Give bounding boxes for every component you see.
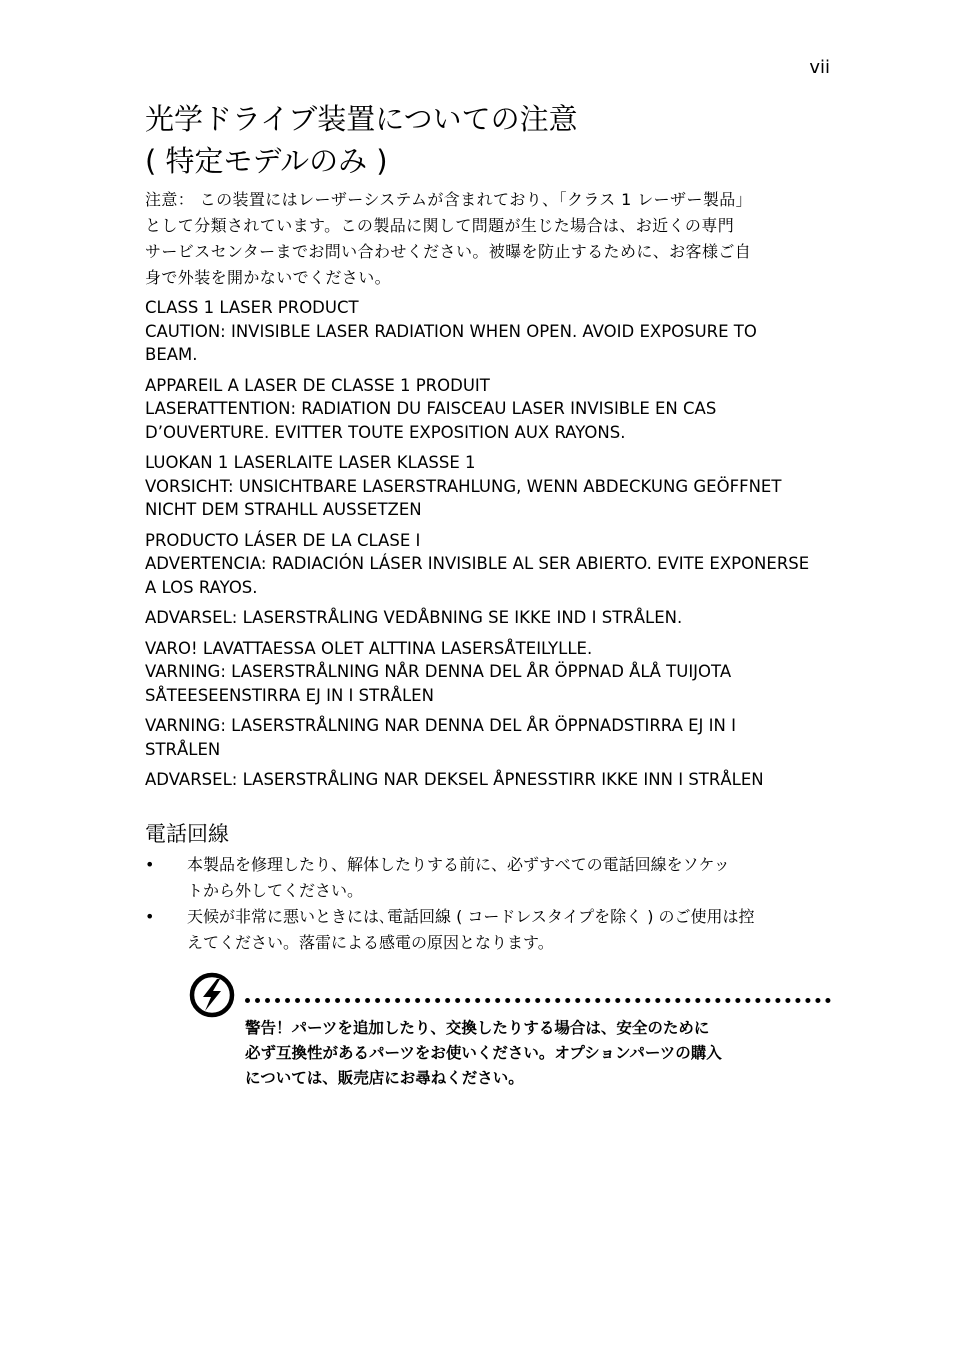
text-line: ADVARSEL: LASERSTRÅLING NAR DEKSEL ÅPNESSTIRR IKKE INN I STRÅLEN <box>145 770 764 789</box>
text-line: CLASS 1 LASER PRODUCT <box>145 298 359 317</box>
page-title-line: 光学ドライブ装置についての注意 <box>145 102 578 136</box>
text-line: ADVARSEL: LASERSTRÅLING VEDÅBNING SE IKKE IND I STRÅLEN. <box>145 608 683 627</box>
text-line: A LOS RAYOS. <box>145 577 258 597</box>
text-line: 本製品を修理したり、解体したりする前に、必ずすべての電話回線をソケッ <box>187 854 730 874</box>
bullet-icon: • <box>145 854 155 874</box>
laser-notice-english <box>145 296 835 367</box>
list-item <box>145 852 835 904</box>
telephone-bullet-list <box>145 852 835 956</box>
section-heading-telephone: 電話回線 <box>145 821 229 846</box>
text-line: D’OUVERTURE. EVITTER TOUTE EXPOSITION AUX RAYONS. <box>145 422 626 442</box>
text-line: として分類されています。この製品に関して問題が生じた場合は、お近くの専門 <box>145 216 735 235</box>
text-line: サービスセンターまでお問い合わせください。被曝を防止するために、お客様ご自 <box>145 242 752 261</box>
page-number: vii <box>809 57 830 78</box>
text-line: NICHT DEM STRAHLL AUSSETZEN <box>145 500 422 519</box>
warning-text <box>245 1016 835 1091</box>
text-line: 身で外装を開かないでください。 <box>145 268 392 287</box>
laser-notice-norwegian <box>145 768 835 792</box>
text-line: 天候が非常に悪いときには､電話回線 ( コードレスタイプを除く ) のご使用は控 <box>187 906 755 926</box>
text-line: STRÅLEN <box>145 739 221 759</box>
text-line: ADVERTENCIA: RADIACIÓN LÁSER INVISIBLE AL SER ABIERTO. EVITE EXPONERSE <box>145 554 810 573</box>
text-line: CAUTION: INVISIBLE LASER RADIATION WHEN OPEN. AVOID EXPOSURE TO <box>145 321 757 341</box>
text-line: トから外してください。 <box>187 880 364 900</box>
laser-notice-danish <box>145 606 835 630</box>
text-line: PRODUCTO LÁSER DE LA CLASE I <box>145 530 421 550</box>
laser-notice-swedish <box>145 714 835 761</box>
bullet-icon: • <box>145 906 155 926</box>
text-line: えてください。落雷による感電の原因となります。 <box>187 932 554 952</box>
warning-box <box>189 970 835 1100</box>
text-line: 注意： この装置にはレーザーシステムが含まれており、「クラス 1 レーザー製品」 <box>145 190 753 209</box>
laser-notice-finnish-german <box>145 451 835 522</box>
laser-notice-japanese <box>145 187 835 291</box>
text-line: VORSICHT: UNSICHTBARE LASERSTRAHLUNG, WENN ABDECKUNG GEÖFFNET <box>145 476 782 496</box>
page-title <box>145 98 835 182</box>
text-line: 必ず互換性があるパーツをお使いください。オプションパーツの購入 <box>245 1043 722 1062</box>
lightning-warning-icon <box>189 972 235 1018</box>
content <box>145 187 835 1100</box>
list-item <box>145 904 835 956</box>
text-line: SÅTEESEENSTIRRA EJ IN I STRÅLEN <box>145 685 434 705</box>
text-line: VARO! LAVATTAESSA OLET ALTTINA LASERSÅTEILYLLE. <box>145 638 593 658</box>
text-line: LASERATTENTION: RADIATION DU FAISCEAU LASER INVISIBLE EN CAS <box>145 399 717 418</box>
text-line: については、販売店にお尋ねください。 <box>245 1068 524 1087</box>
laser-notice-spanish <box>145 529 835 600</box>
laser-notice-finnish-swedish <box>145 637 835 708</box>
text-line: VARNING: LASERSTRÅLNING NÅR DENNA DEL ÅR ÖPPNAD ÅLÅ TUIJOTA <box>145 662 732 681</box>
page-title-line: ( 特定モデルのみ ) <box>145 144 388 178</box>
dotted-divider <box>245 998 831 1003</box>
text-line: VARNING: LASERSTRÅLNING NAR DENNA DEL ÅR ÖPPNADSTIRRA EJ IN I <box>145 716 736 735</box>
laser-notice-french <box>145 374 835 445</box>
text-line: 警告！パーツを追加したり、交換したりする場合は、安全のために <box>245 1018 710 1037</box>
text-line: BEAM. <box>145 345 198 364</box>
text-line: APPAREIL A LASER DE CLASSE 1 PRODUIT <box>145 375 490 395</box>
text-line: LUOKAN 1 LASERLAITE LASER KLASSE 1 <box>145 453 476 472</box>
